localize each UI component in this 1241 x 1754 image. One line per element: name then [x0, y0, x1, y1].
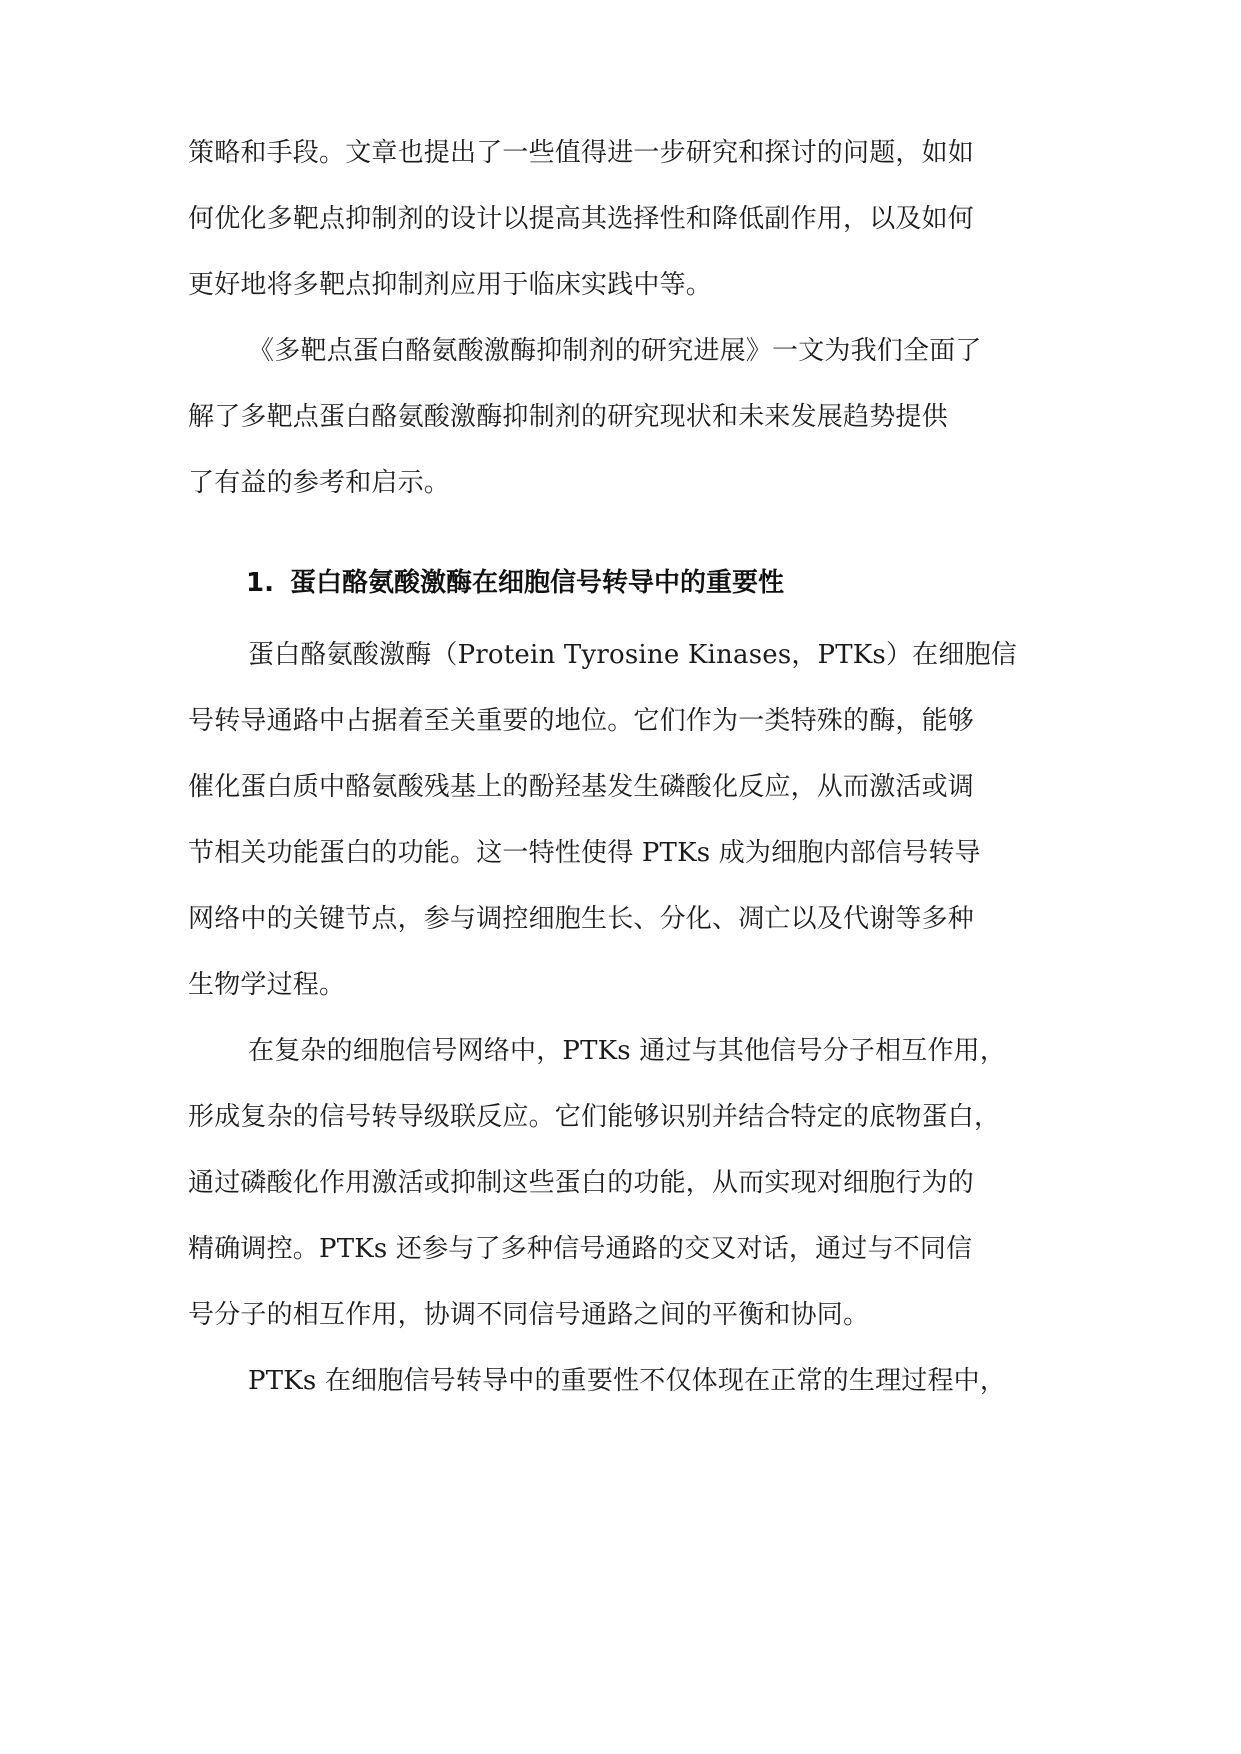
paragraph-4-line-3: 通过磷酸化作用激活或抑制这些蛋白的功能，从而实现对细胞行为的	[188, 1168, 975, 1198]
paragraph-2-line-3: 了有益的参考和启示。	[188, 468, 451, 498]
paragraph-3-line-5: 网络中的关键节点，参与调控细胞生长、分化、凋亡以及代谢等多种	[188, 904, 975, 934]
paragraph-3-line-6: 生物学过程。	[188, 970, 346, 1000]
paragraph-4-line-2: 形成复杂的信号转导级联反应。它们能够识别并结合特定的底物蛋白，	[188, 1102, 1001, 1132]
paragraph-4-line-5: 号分子的相互作用，协调不同信号通路之间的平衡和协同。	[188, 1300, 870, 1330]
paragraph-2-line-1: 《多靶点蛋白酪氨酸激酶抑制剂的研究进展》一文为我们全面了	[248, 336, 982, 366]
paragraph-1-line-3: 更好地将多靶点抑制剂应用于临床实践中等。	[188, 270, 713, 300]
paragraph-5-line-1: PTKs 在细胞信号转导中的重要性不仅体现在正常的生理过程中，	[248, 1366, 1007, 1396]
paragraph-2-line-2: 解了多靶点蛋白酪氨酸激酶抑制剂的研究现状和未来发展趋势提供	[188, 402, 948, 432]
paragraph-4-line-1: 在复杂的细胞信号网络中，PTKs 通过与其他信号分子相互作用，	[248, 1036, 1007, 1066]
paragraph-1-line-1: 策略和手段。文章也提出了一些值得进一步研究和探讨的问题，如如	[188, 138, 975, 168]
section-title: 蛋白酪氨酸激酶在细胞信号转导中的重要性	[289, 568, 784, 598]
paragraph-1-line-2: 何优化多靶点抑制剂的设计以提高其选择性和降低副作用，以及如何	[188, 204, 975, 234]
paragraph-3-line-3: 催化蛋白质中酪氨酸残基上的酚羟基发生磷酸化反应，从而激活或调	[188, 772, 975, 802]
paragraph-3-line-4: 节相关功能蛋白的功能。这一特性使得 PTKs 成为细胞内部信号转导	[188, 838, 981, 868]
section-number: 1.	[246, 568, 274, 598]
paragraph-4-line-4: 精确调控。PTKs 还参与了多种信号通路的交叉对话，通过与不同信	[188, 1234, 973, 1264]
section-heading	[246, 560, 1058, 606]
paragraph-3-line-2: 号转导通路中占据着至关重要的地位。它们作为一类特殊的酶，能够	[188, 706, 975, 736]
paragraph-3-line-1: 蛋白酪氨酸激酶（Protein Tyrosine Kinases，PTKs）在细胞信	[248, 640, 1017, 670]
